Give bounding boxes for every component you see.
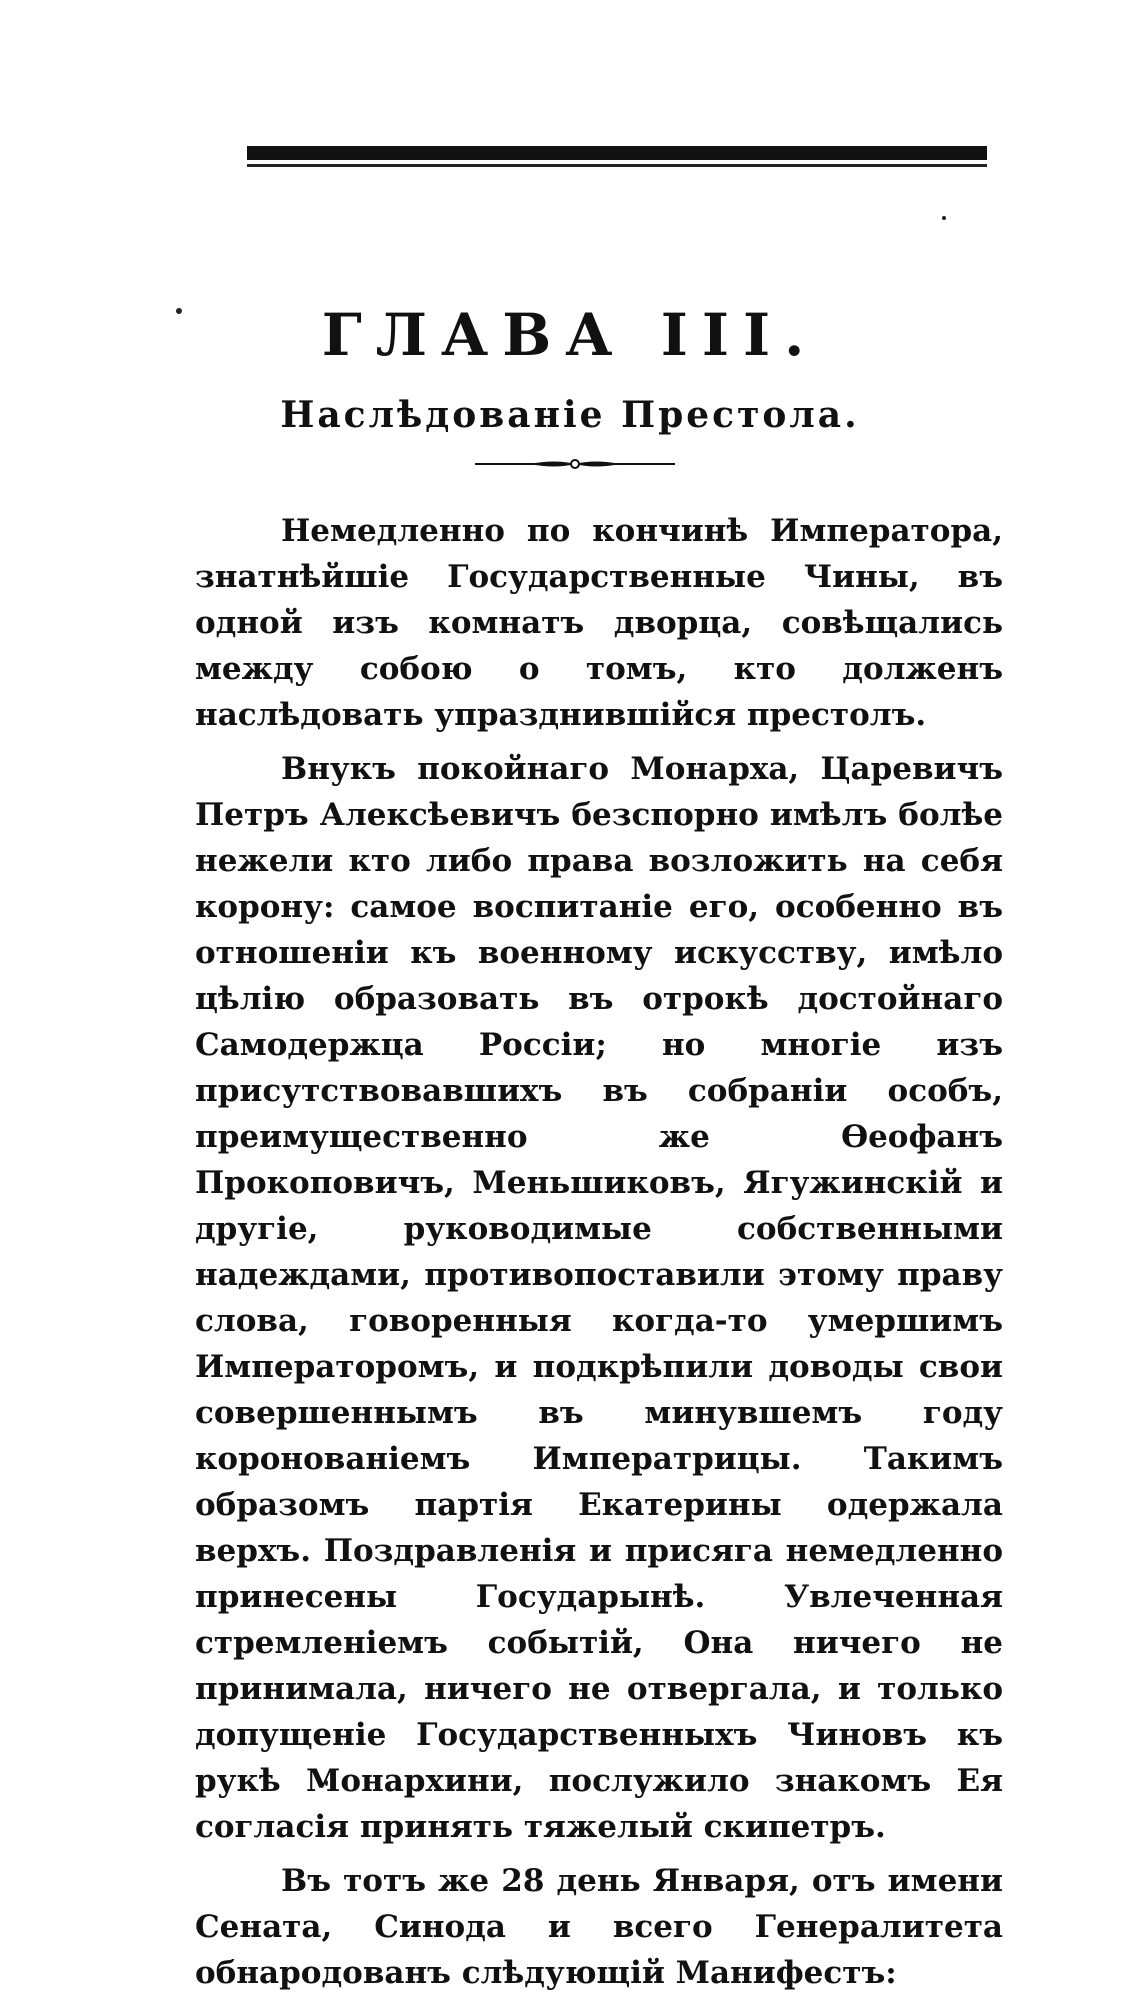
chapter-subtitle: Наслѣдованіе Престола. [280, 394, 860, 436]
paragraph-1: Немедленно по кончинѣ Императора, знатнѣйшіе Государственные Чины, въ одной изъ комнатъ дворца, совѣщались между собою о томъ, кто долженъ наслѣдовать упразднившійся престолъ. [195, 513, 1003, 733]
paragraph-3: Въ тотъ же 28 день Января, отъ имени Сената, Синода и всего Генералитета обнародованъ слѣдующій Манифестъ: [195, 1863, 1003, 1991]
chapter-body [195, 508, 1003, 1996]
chapter-title: ГЛАВА III. [321, 301, 819, 369]
ornament-divider [475, 456, 675, 472]
header-rule-thick [247, 146, 987, 160]
header-rule-thin [247, 164, 987, 167]
paragraph-2: Внукъ покойнаго Монарха, Царевичъ Петръ Алексѣевичъ безспорно имѣлъ болѣе нежели кто либо права возложить на себя корону: самое воспитаніе его, особенно въ отношеніи къ военному искусству, имѣло цѣлію образовать въ отрокѣ достойнаго Самодержца Россіи; но многіе изъ присутствовавшихъ въ собраніи особъ, преимущественно же Ѳеофанъ Прокоповичъ, Меньшиковъ, Ягужинскій и другіе, руководимые собственными надеждами, противопоставили этому праву слова, говоренныя когда-то умершимъ Императоромъ, и подкрѣпили доводы свои совершеннымъ въ минувшемъ году коронованіемъ Императрицы. Такимъ образомъ партія Екатерины одержала верхъ. Поздравленія и присяга немедленно принесены Государынѣ. Увлеченная стремленіемъ событій, Она ничего не принимала, ничего не отвергала, и только допущеніе Государственныхъ Чиновъ къ рукѣ Монархини, послужило знакомъ Ея согласія принять тяжелый скипетръ. [195, 751, 1003, 1845]
ink-speck [942, 216, 946, 220]
header-double-rule [247, 142, 987, 170]
